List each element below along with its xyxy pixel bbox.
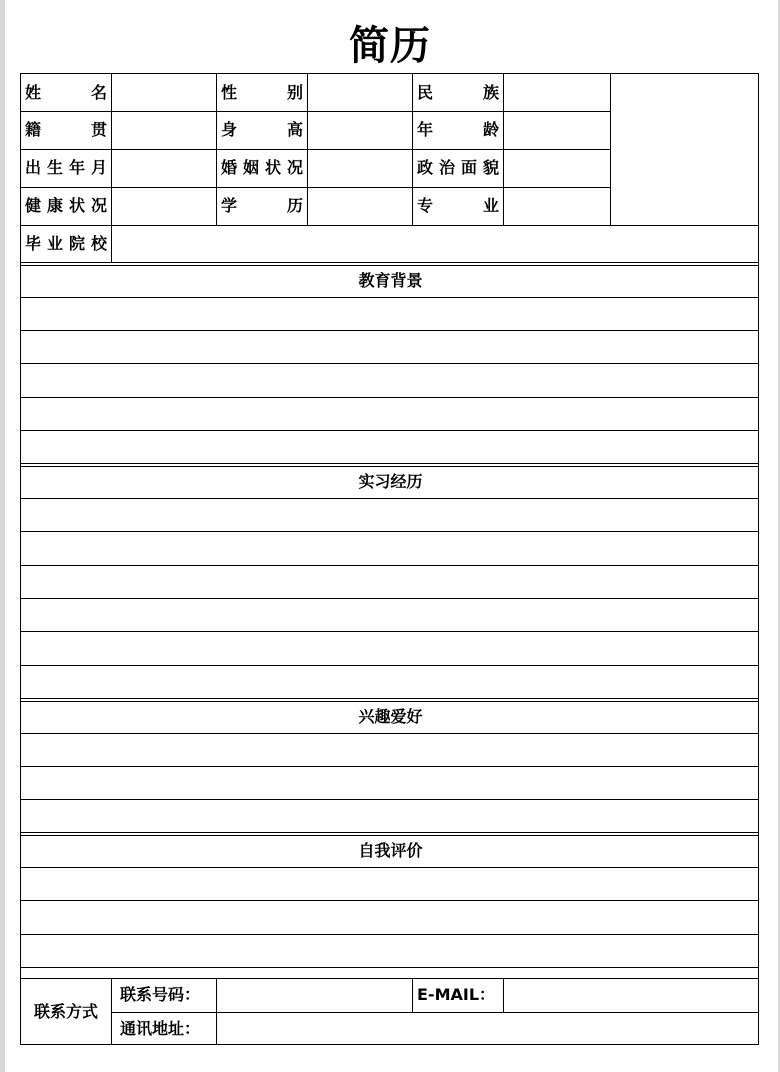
political-status-value-cell[interactable] — [504, 150, 610, 187]
resume-title: 简历 — [349, 23, 431, 69]
label-birth-date: 出生年月 — [25, 158, 107, 177]
label-gender: 性别 — [221, 83, 303, 102]
school-value-cell[interactable] — [112, 226, 758, 262]
grid-line — [21, 262, 758, 263]
grid-line — [111, 978, 112, 1044]
grid-line — [21, 967, 758, 968]
label-native-place: 籍贯 — [25, 120, 107, 139]
phone-value-cell[interactable] — [217, 979, 412, 1012]
label-email: E-MAIL： — [417, 985, 496, 1004]
ethnicity-value-cell[interactable] — [504, 74, 610, 111]
marital-status-value-cell[interactable] — [308, 150, 412, 187]
height-value-cell[interactable] — [308, 112, 412, 149]
label-marital-status: 婚姻状况 — [221, 158, 303, 177]
label-age: 年龄 — [417, 120, 499, 139]
photo-cell[interactable] — [611, 74, 758, 225]
internship-content-area[interactable] — [21, 499, 758, 698]
grid-line — [216, 74, 217, 225]
grid-line — [412, 978, 413, 1012]
address-value-cell[interactable] — [217, 1013, 758, 1044]
education-content-area[interactable] — [21, 298, 758, 463]
label-address: 通讯地址： — [120, 1019, 201, 1038]
label-ethnicity: 民族 — [417, 83, 499, 102]
label-major: 专业 — [417, 196, 499, 215]
label-school: 毕业院校 — [25, 234, 107, 253]
hobbies-content-area[interactable] — [21, 734, 758, 832]
label-political-status: 政治面貌 — [417, 158, 499, 177]
label-contact: 联系方式 — [33, 1002, 98, 1021]
birth-date-value-cell[interactable] — [112, 150, 216, 187]
degree-value-cell[interactable] — [308, 188, 412, 225]
age-value-cell[interactable] — [504, 112, 610, 149]
section-education-header: 教育背景 — [358, 271, 423, 290]
health-value-cell[interactable] — [112, 188, 216, 225]
section-internship-header: 实习经历 — [358, 472, 423, 491]
label-degree: 学历 — [221, 196, 303, 215]
section-self-evaluation-header: 自我评价 — [358, 841, 423, 860]
resume-form — [20, 73, 759, 1045]
page-left-edge — [0, 0, 5, 1072]
grid-line — [21, 832, 758, 833]
grid-line — [21, 698, 758, 699]
label-health: 健康状况 — [25, 196, 107, 215]
native-place-value-cell[interactable] — [112, 112, 216, 149]
label-phone: 联系号码： — [120, 985, 201, 1004]
self-evaluation-content-area[interactable] — [21, 868, 758, 967]
name-value-cell[interactable] — [112, 74, 216, 111]
label-name: 姓名 — [25, 83, 107, 102]
grid-line — [21, 463, 758, 464]
section-hobbies-header: 兴趣爱好 — [358, 707, 423, 726]
email-value-cell[interactable] — [504, 979, 758, 1012]
grid-line — [412, 74, 413, 225]
label-height: 身高 — [221, 120, 303, 139]
gender-value-cell[interactable] — [308, 74, 412, 111]
major-value-cell[interactable] — [504, 188, 610, 225]
